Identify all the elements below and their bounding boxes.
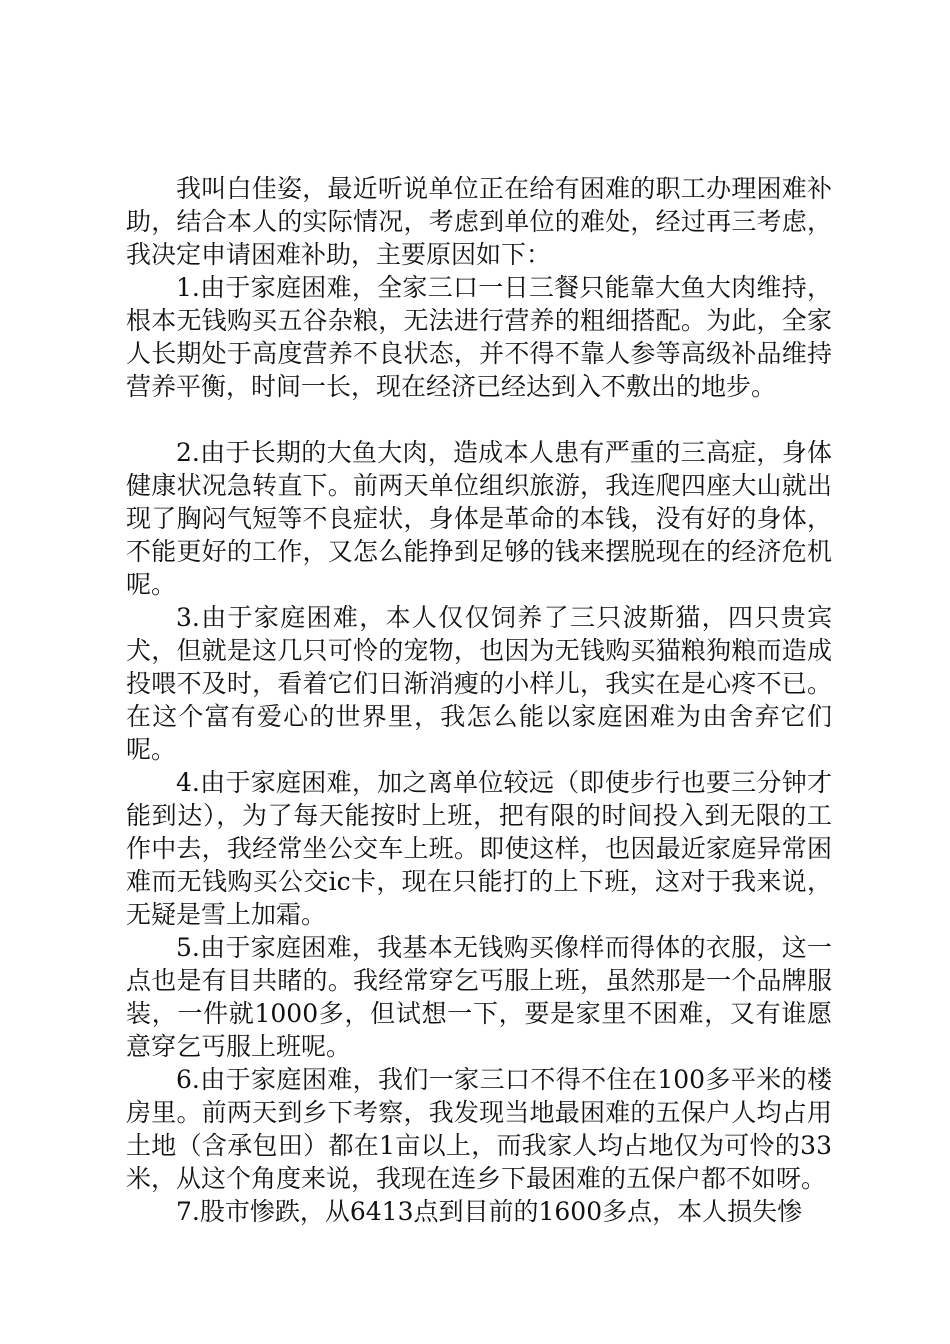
reason-paragraph-4: 4.由于家庭困难，加之离单位较远（即使步行也要三分钟才能到达），为了每天能按时上班，把有限的时间投入到无限的工作中去，我经常坐公交车上班。即使这样，也因最近家庭异常困难而无钱购买公交ic卡，现在只能打的上下班，这对于我来说，无疑是雪上加霜。 [126, 768, 832, 929]
reason-paragraph-1: 1.由于家庭困难，全家三口一日三餐只能靠大鱼大肉维持，根本无钱购买五谷杂粮，无法进行营养的粗细搭配。为此，全家人长期处于高度营养不良状态，并不得不靠人参等高级补品维持营养平衡，时间一长，现在经济已经达到入不敷出的地步。 [126, 273, 832, 401]
intro-paragraph: 我叫白佳姿，最近听说单位正在给有困难的职工办理困难补助，结合本人的实际情况，考虑到单位的难处，经过再三考虑，我决定申请困难补助，主要原因如下： [126, 174, 832, 269]
reason-paragraph-6: 6.由于家庭困难，我们一家三口不得不住在100多平米的楼房里。前两天到乡下考察，我发现当地最困难的五保户人均占用土地（含承包田）都在1亩以上，而我家人均占地仅为可怜的33米，从这个角度来说，我现在连乡下最困难的五保户都不如呀。 [126, 1065, 832, 1193]
reason-paragraph-5: 5.由于家庭困难，我基本无钱购买像样而得体的衣服，这一点也是有目共睹的。我经常穿乞丐服上班，虽然那是一个品牌服装，一件就1000多，但试想一下，要是家里不困难，又有谁愿意穿乞丐服上班呢。 [126, 933, 832, 1061]
document-body [126, 172, 832, 1228]
reason-paragraph-3: 3.由于家庭困难，本人仅仅饲养了三只波斯猫，四只贵宾犬，但就是这几只可怜的宠物，也因为无钱购买猫粮狗粮而造成投喂不及时，看着它们日渐消瘦的小样儿，我实在是心疼不已。在这个富有爱心的世界里，我怎么能以家庭困难为由舍弃它们呢。 [126, 603, 832, 764]
reason-paragraph-7: 7.股市惨跌，从6413点到目前的1600多点，本人损失惨 [176, 1197, 803, 1226]
reason-paragraph-2: 2.由于长期的大鱼大肉，造成本人患有严重的三高症，身体健康状况急转直下。前两天单位组织旅游，我连爬四座大山就出现了胸闷气短等不良症状，身体是革命的本钱，没有好的身体，不能更好的工作，又怎么能挣到足够的钱来摆脱现在的经济危机呢。 [126, 438, 832, 599]
